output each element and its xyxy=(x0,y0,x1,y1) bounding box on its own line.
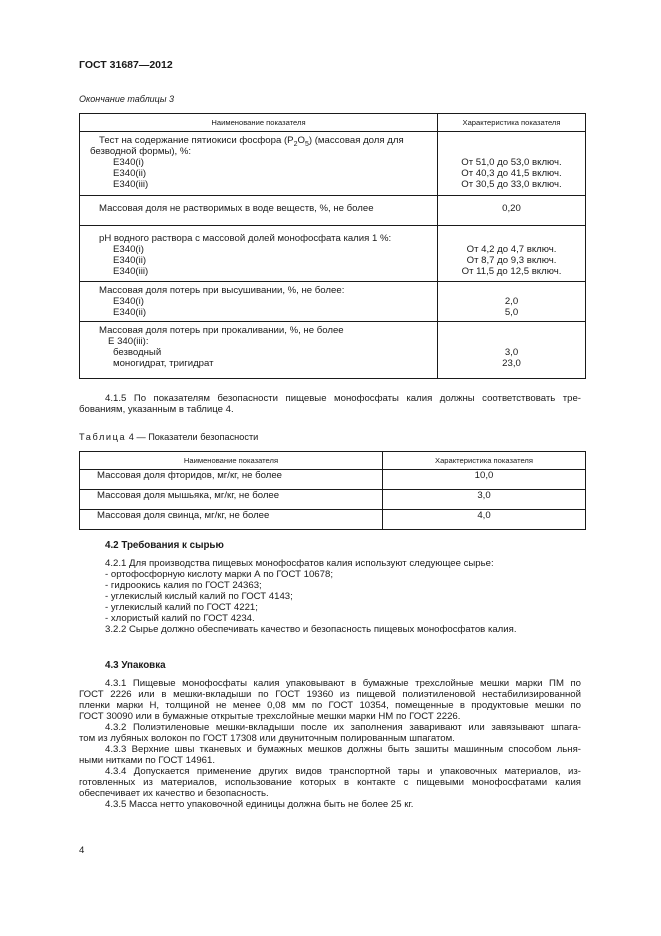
table-row xyxy=(80,132,586,196)
paragraph-line: 4.3.2 Полиэтиленовые мешки-вкладыши после их заполнения заваривают или завязывают шпага- xyxy=(105,722,581,733)
section-heading-4-3: 4.3 Упаковка xyxy=(105,660,166,671)
section-heading-4-2: 4.2 Требования к сырью xyxy=(105,540,224,551)
table3-col1-header: Наименование показателя xyxy=(80,114,438,132)
paragraph-line: том из лубяных волокон по ГОСТ 17308 или двуниточным полированным шпагатом. xyxy=(79,733,455,744)
row-value: От 30,5 до 33,0 включ. xyxy=(461,179,562,190)
row-label: безводной формы), %: xyxy=(90,146,192,157)
row-value: От 40,3 до 41,5 включ. xyxy=(461,168,562,179)
subscript: 5 xyxy=(304,140,309,148)
section-4-3-body xyxy=(79,678,581,810)
paragraph-4-1-5 xyxy=(79,393,581,415)
table4-col2-header: Характеристика показателя xyxy=(383,452,586,470)
paragraph-line: 3.2.2 Сырье должно обеспечивать качество и безопасность пищевых монофосфатов калия. xyxy=(105,624,517,635)
row-label: Массовая доля свинца, мг/кг, не более xyxy=(80,510,383,530)
section-4-2-body xyxy=(79,558,581,635)
page-number: 4 xyxy=(79,845,85,856)
row-value: От 11,5 до 12,5 включ. xyxy=(461,266,562,277)
paragraph-line: обеспечивает их качество и безопасность. xyxy=(79,788,269,799)
row-value: 4,0 xyxy=(383,510,586,530)
row-label: Массовая доля потерь при прокаливании, %, не более xyxy=(99,325,344,336)
row-sublabel: E340(ii) xyxy=(113,307,147,318)
table4-caption-title: 4 — Показатели безопасности xyxy=(126,432,259,442)
row-value: 0,20 xyxy=(502,203,521,214)
table4 xyxy=(79,451,586,530)
table-row xyxy=(80,490,586,510)
paragraph-line: 4.3.1 Пищевые монофосфаты калия упаковывают в бумажные трехслойные мешки марки ПМ по xyxy=(105,678,581,689)
list-item: - ортофосфорную кислоту марки А по ГОСТ 10678; xyxy=(105,569,333,580)
table-row xyxy=(80,510,586,530)
table4-col1-header: Наименование показателя xyxy=(80,452,383,470)
paragraph-line: 4.3.3 Верхние швы тканевых и бумажных мешков должны быть зашиты машинным способом льня- xyxy=(105,744,581,755)
row-label: Массовая доля потерь при высушивании, %, не более: xyxy=(99,285,345,296)
row-label: Массовая доля мышьяка, мг/кг, не более xyxy=(80,490,383,510)
paragraph-line: 4.1.5 По показателям безопасности пищевые монофосфаты калия должны соответствовать тре- xyxy=(105,393,581,404)
list-item: - углекислый калий по ГОСТ 4221; xyxy=(105,602,258,613)
table4-header-row xyxy=(80,452,586,470)
table4-caption xyxy=(79,432,258,443)
row-label: ) (массовая доля для xyxy=(308,135,404,146)
row-sublabel: E340(i) xyxy=(113,296,144,307)
row-value: От 4,2 до 4,7 включ. xyxy=(466,244,557,255)
paragraph-line: 4.3.4 Допускается применение других видов транспортной тары и упаковочных материалов, из- xyxy=(105,766,581,777)
row-value: 23,0 xyxy=(502,358,521,369)
row-value: 5,0 xyxy=(504,307,519,318)
row-label xyxy=(80,135,437,146)
list-item: - хлористый калий по ГОСТ 4234. xyxy=(105,613,255,624)
paragraph-line: 4.2.1 Для производства пищевых монофосфатов калия используют следующее сырье: xyxy=(105,558,494,569)
list-item: - углекислый кислый калий по ГОСТ 4143; xyxy=(105,591,293,602)
paragraph-line: ГОСТ 30090 или в бумажные открытые трехслойные мешки марки НМ по ГОСТ 2226. xyxy=(79,711,461,722)
row-sublabel: E340(iii) xyxy=(113,179,149,190)
row-sublabel: E340(i) xyxy=(113,244,144,255)
table3-col2-header: Характеристика показателя xyxy=(438,114,586,132)
row-value: От 8,7 до 9,3 включ. xyxy=(466,255,557,266)
table3 xyxy=(79,113,586,379)
paragraph-line: готовленных из материалов, использование которых в контакте с пищевыми монофосфатами калия xyxy=(79,777,581,788)
row-value: 3,0 xyxy=(504,347,519,358)
row-label: Массовая доля фторидов, мг/кг, не более xyxy=(80,470,383,490)
table-row xyxy=(80,196,586,226)
table-row xyxy=(80,322,586,379)
document-code: ГОСТ 31687—2012 xyxy=(79,59,173,71)
row-sublabel: моногидрат, тригидрат xyxy=(113,358,214,369)
paragraph-line: ными нитками по ГОСТ 14961. xyxy=(79,755,216,766)
subscript: 2 xyxy=(293,140,298,148)
row-sublabel: E 340(iii): xyxy=(108,336,149,347)
row-sublabel: E340(ii) xyxy=(113,255,147,266)
table3-caption: Окончание таблицы 3 xyxy=(79,94,174,104)
paragraph-line: 4.3.5 Масса нетто упаковочной единицы должна быть не более 25 кг. xyxy=(105,799,414,810)
table4-caption-label: Таблица xyxy=(79,432,127,442)
row-label: Тест на содержание пятиокиси фосфора (P xyxy=(99,135,294,146)
row-label: pH водного раствора с массовой долей монофосфата калия 1 %: xyxy=(99,233,392,244)
table-row xyxy=(80,470,586,490)
row-sublabel: E340(i) xyxy=(113,157,144,168)
row-value: 10,0 xyxy=(383,470,586,490)
table3-header-row xyxy=(80,114,586,132)
paragraph-line: бованиям, указанным в таблице 4. xyxy=(79,404,234,415)
row-sublabel: E340(iii) xyxy=(113,266,149,277)
row-sublabel: E340(ii) xyxy=(113,168,147,179)
row-label: Массовая доля не растворимых в воде веществ, %, не более xyxy=(99,203,374,214)
table-row xyxy=(80,226,586,282)
table-row xyxy=(80,282,586,322)
paragraph-line: пленки марки Н, толщиной не менее 0,08 мм по ГОСТ 10354, помещенные в продуктовые мешки по xyxy=(79,700,581,711)
row-value: 2,0 xyxy=(504,296,519,307)
row-value: 3,0 xyxy=(383,490,586,510)
row-sublabel: безводный xyxy=(113,347,162,358)
paragraph-line: ГОСТ 2226 или в мешки-вкладыши по ГОСТ 19360 из пищевой полиэтиленовой нестабилизированной xyxy=(79,689,581,700)
row-value: От 51,0 до 53,0 включ. xyxy=(461,157,562,168)
list-item: - гидроокись калия по ГОСТ 24363; xyxy=(105,580,262,591)
row-label: O xyxy=(297,135,305,146)
